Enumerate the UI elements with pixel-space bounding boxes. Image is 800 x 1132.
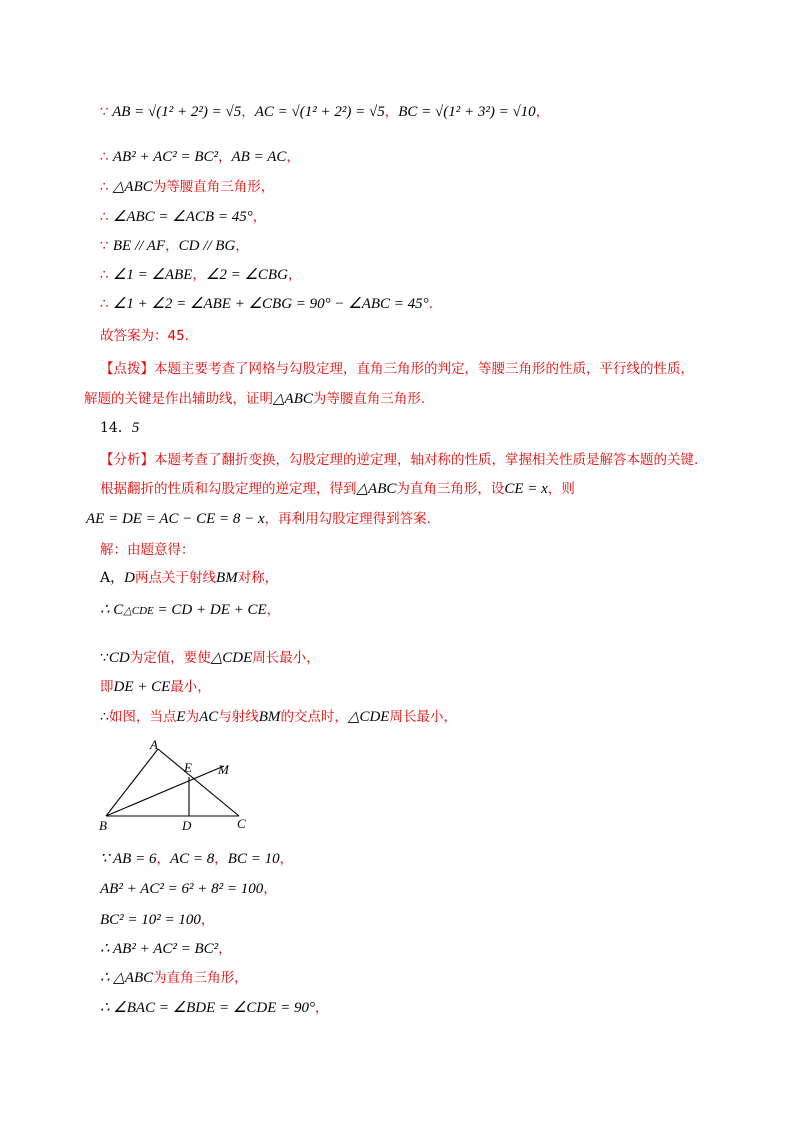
text-segment: ， xyxy=(263,881,277,897)
text-segment: 14． xyxy=(100,420,132,436)
math-expression: ∴ C xyxy=(100,602,124,618)
solution-line xyxy=(100,707,457,727)
label-m: M xyxy=(218,762,229,777)
hint-line xyxy=(100,359,694,379)
text-segment: 为等腰直角三角形. xyxy=(312,391,426,407)
text-segment: ， xyxy=(218,941,232,957)
question-number xyxy=(100,418,139,438)
math-expression: E xyxy=(176,709,186,725)
solution-line xyxy=(100,177,274,197)
math-expression: = CD + DE + CE xyxy=(153,602,267,618)
text-segment: ∴ xyxy=(100,179,113,195)
label-d: D xyxy=(182,818,192,833)
math-expression: ∴ AB² + AC² = BC² xyxy=(100,941,219,957)
math-expression: BC = 10 xyxy=(227,851,280,867)
solution-line xyxy=(100,939,232,959)
text-segment: 的交点时， xyxy=(280,709,348,725)
math-expression: AE = DE = AC − CE = 8 − x xyxy=(86,511,265,527)
math-expression: △ABC xyxy=(356,481,397,497)
solution-line xyxy=(100,677,211,697)
text-segment: ， xyxy=(165,238,179,254)
triangle-figure xyxy=(96,738,266,833)
text-segment: 解题的关键是作出辅助线，证明 xyxy=(84,391,273,407)
text-segment: 对称， xyxy=(237,570,279,586)
solution-line xyxy=(100,540,195,560)
text-segment: 为等腰直角三角形， xyxy=(152,179,275,195)
math-expression: AC = √(1² + 2²) = √5 xyxy=(254,104,385,120)
segment-ac xyxy=(158,749,239,816)
ray-bm xyxy=(106,766,224,816)
text-segment: 为定值，要使 xyxy=(129,650,211,666)
math-expression: CE = x xyxy=(504,481,548,497)
text-segment: ， xyxy=(192,267,206,283)
text-segment: 解：由题意得： xyxy=(100,542,195,558)
analysis-line xyxy=(100,479,575,499)
label-a: A xyxy=(150,738,158,752)
solution-line xyxy=(100,879,277,899)
math-expression: BC = √(1² + 3²) = √10 xyxy=(398,104,536,120)
math-expression: DE + CE xyxy=(113,679,171,695)
solution-line xyxy=(100,207,266,227)
text-segment: ∴ xyxy=(100,296,113,312)
math-expression: BE // AF xyxy=(112,238,166,254)
math-expression: △ABC xyxy=(273,391,313,407)
solution-line xyxy=(100,265,301,285)
label-b: B xyxy=(99,818,107,833)
math-expression: BC² = 10² = 100 xyxy=(100,912,201,928)
text-segment: ，再利用勾股定理得到答案. xyxy=(264,511,431,527)
text-segment: 根据翻折的性质和勾股定理的逆定理，得到 xyxy=(100,481,357,497)
analysis-line xyxy=(100,450,698,470)
text-segment: ， xyxy=(287,267,302,283)
math-expression: BM xyxy=(258,709,281,725)
text-segment: 为直角三角形， xyxy=(153,970,248,986)
text-segment: ， xyxy=(252,209,267,225)
math-expression: CD // BG xyxy=(178,238,236,254)
text-segment: A， xyxy=(100,570,125,586)
text-segment: ， xyxy=(266,602,281,618)
solution-line xyxy=(100,102,549,122)
text-segment: ， xyxy=(218,149,232,165)
text-segment: ∴ xyxy=(100,709,109,725)
math-expression: △CDE xyxy=(347,709,390,725)
text-segment: ∵ xyxy=(100,238,113,254)
text-segment: 周长最小， xyxy=(252,650,320,666)
math-expression: BM xyxy=(215,570,238,586)
math-expression: AB = √(1² + 2²) = √5 xyxy=(108,104,242,120)
math-expression: AC xyxy=(199,709,219,725)
math-expression: AB² + AC² = BC² xyxy=(112,149,219,165)
solution-line xyxy=(100,568,278,588)
solution-line xyxy=(100,910,214,930)
text-segment: 故答案为：45. xyxy=(100,328,189,344)
text-segment: 如图，当点 xyxy=(108,709,177,725)
math-expression: △CDE xyxy=(123,605,154,617)
math-expression: ∠2 = ∠CBG xyxy=(205,267,288,283)
text-segment: 【分析】本题考查了翻折变换，勾股定理的逆定理，轴对称的性质，掌握相关性质是解答本题的关键. xyxy=(100,452,699,468)
text-segment: 两点关于射线 xyxy=(134,570,216,586)
math-expression: ∴ ∠BAC = ∠BDE = ∠CDE = 90° xyxy=(100,1000,315,1016)
text-segment: ，则 xyxy=(547,481,575,497)
solution-line xyxy=(100,849,293,869)
text-segment: ∵ xyxy=(100,104,109,120)
text-segment: ∴ xyxy=(100,267,113,283)
math-expression: ∴ xyxy=(100,970,114,986)
math-expression: △ABC xyxy=(113,970,154,986)
text-segment: ， xyxy=(535,104,550,120)
text-segment: ． xyxy=(428,296,443,312)
math-expression: ∠1 + ∠2 = ∠ABE + ∠CBG = 90° − ∠ABC = 45° xyxy=(112,296,429,312)
math-expression: AC = 8 xyxy=(169,851,215,867)
text-segment: ， xyxy=(286,149,300,165)
math-expression: ∠ABC = ∠ACB = 45° xyxy=(112,209,253,225)
math-expression: AB² + AC² = 6² + 8² = 100 xyxy=(100,881,264,897)
answer-line xyxy=(100,326,189,346)
text-segment: ， xyxy=(214,851,228,867)
text-segment: 最小， xyxy=(170,679,211,695)
text-segment: 为直角三角形，设 xyxy=(396,481,505,497)
text-segment: ， xyxy=(200,912,215,928)
math-expression: △ABC xyxy=(112,179,153,195)
text-segment: ， xyxy=(279,851,294,867)
solution-line xyxy=(100,648,320,668)
solution-line xyxy=(100,294,442,314)
text-segment: ∴ xyxy=(100,209,113,225)
solution-line xyxy=(100,147,300,167)
math-expression: CD xyxy=(108,650,130,666)
text-segment: ， xyxy=(384,104,399,120)
text-segment: ∴ xyxy=(100,149,113,165)
math-expression: 5 xyxy=(131,420,140,436)
label-e: E xyxy=(184,760,192,775)
solution-line xyxy=(100,600,280,621)
hint-line xyxy=(84,389,425,409)
text-segment: 周长最小， xyxy=(389,709,457,725)
solution-line xyxy=(100,968,248,988)
text-segment: ， xyxy=(156,851,170,867)
solution-line xyxy=(100,998,329,1018)
text-segment: 即 xyxy=(100,679,114,695)
text-segment: ， xyxy=(235,238,249,254)
math-expression: ∠1 = ∠ABE xyxy=(112,267,193,283)
math-expression: △CDE xyxy=(210,650,253,666)
analysis-line xyxy=(86,509,431,529)
text-segment: ， xyxy=(241,104,255,120)
text-segment: ， xyxy=(315,1000,329,1016)
text-segment: 为 xyxy=(185,709,200,725)
math-expression: D xyxy=(124,570,135,586)
label-c: C xyxy=(237,816,246,831)
segment-ab xyxy=(106,749,158,816)
text-segment: 【点拨】本题主要考查了网格与勾股定理，直角三角形的判定，等腰三角形的性质，平行线的性质， xyxy=(100,361,694,377)
text-segment: ∵ xyxy=(100,650,109,666)
math-expression: ∵ AB = 6 xyxy=(100,851,157,867)
math-expression: AB = AC xyxy=(231,149,287,165)
text-segment: 与射线 xyxy=(218,709,259,725)
solution-line xyxy=(100,236,249,256)
